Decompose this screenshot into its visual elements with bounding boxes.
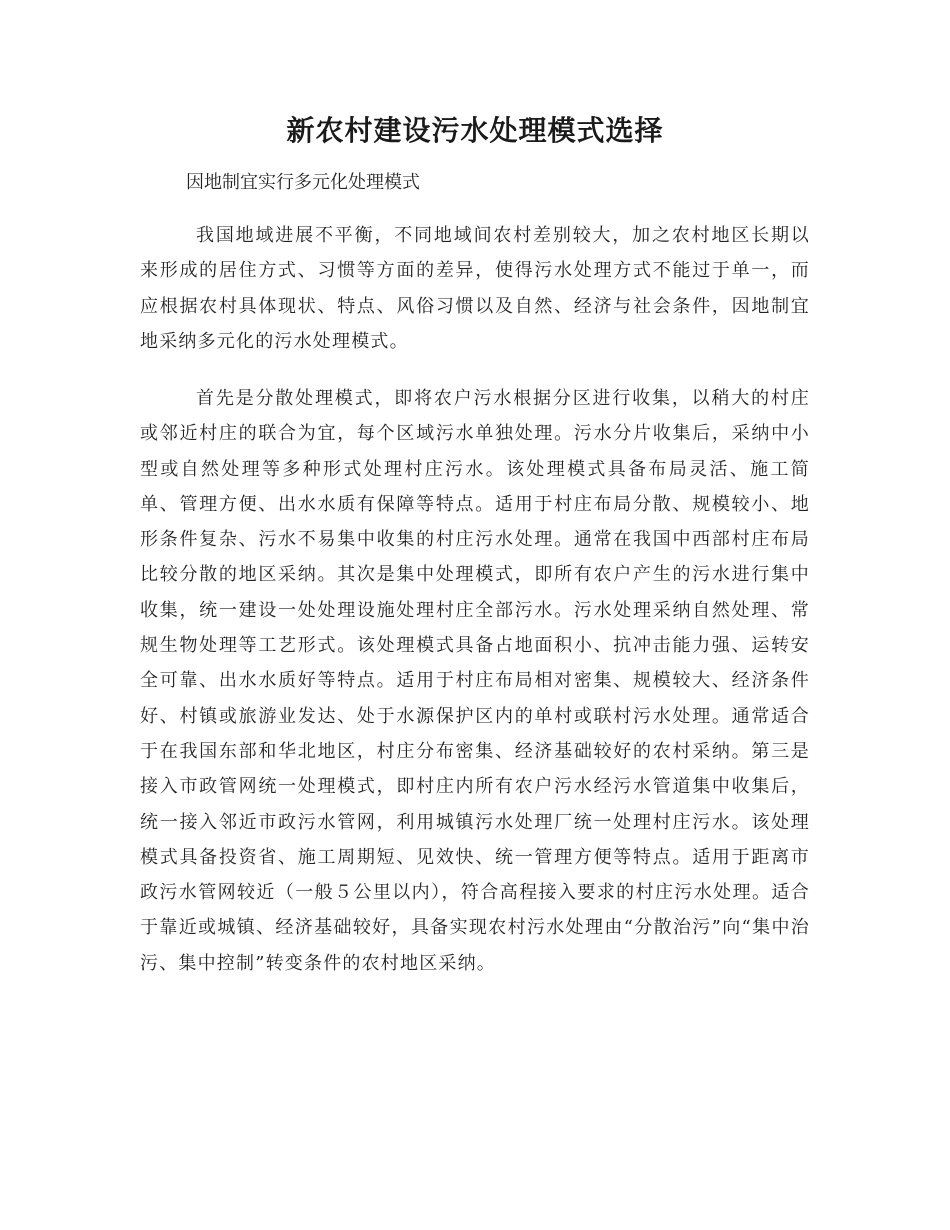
paragraph-modes: 首先是分散处理模式，即将农户污水根据分区进行收集，以稍大的村庄或邻近村庄的联合为宜，每个区域污水单独处理。污水分片收集后，采纳中小型或自然处理等多种形式处理村庄污水。该处理模式具备布局灵活、施工简单、管理方便、出水水质有保障等特点。适用于村庄布局分散、规模较小、地形条件复杂、污水不易集中收集的村庄污水处理。通常在我国中西部村庄布局比较分散的地区采纳。其次是集中处理模式，即所有农户产生的污水进行集中收集，统一建设一处处理设施处理村庄全部污水。污水处理采纳自然处理、常规生物处理等工艺形式。该处理模式具备占地面积小、抗冲击能力强、运转安全可靠、出水水质好等特点。适用于村庄布局相对密集、规模较大、经济条件好、村镇或旅游业发达、处于水源保护区内的单村或联村污水处理。通常适合于在我国东部和华北地区，村庄分布密集、经济基础较好的农村采纳。第三是接入市政管网统一处理模式，即村庄内所有农户污水经污水管道集中收集后，统一接入邻近市政污水管网，利用城镇污水处理厂统一处理村庄污水。该处理模式具备投资省、施工周期短、见效快、统一管理方便等特点。适用于距离市政污水管网较近（一般５公里以内），符合高程接入要求的村庄污水处理。适合于靠近或城镇、经济基础较好，具备实现农村污水处理由“分散治污”向“集中治污、集中控制”转变条件的农村地区采纳。 bbox=[140, 388, 810, 974]
document-title: 新农村建设污水处理模式选择 bbox=[286, 114, 664, 147]
paragraph-intro: 我国地域进展不平衡，不同地域间农村差别较大，加之农村地区长期以来形成的居住方式、习惯等方面的差异，使得污水处理方式不能过于单一，而应根据农村具体现状、特点、风俗习惯以及自然、经济与社会条件，因地制宜地采纳多元化的污水处理模式。 bbox=[140, 225, 810, 352]
document-subtitle: 因地制宜实行多元化处理模式 bbox=[186, 172, 420, 193]
